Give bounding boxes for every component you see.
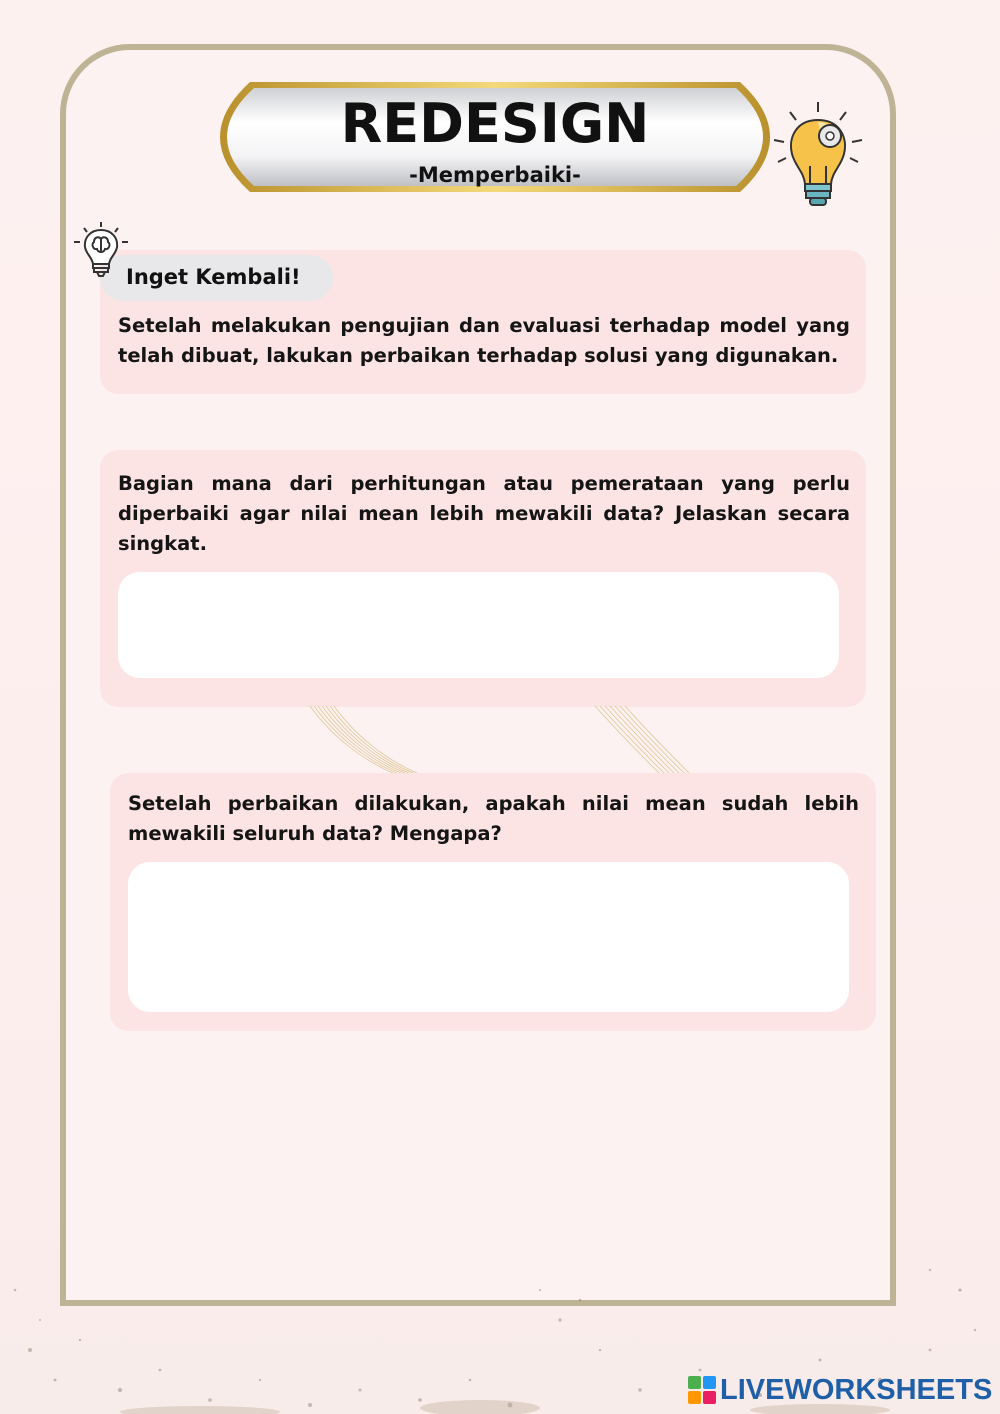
page-title: REDESIGN <box>340 92 650 155</box>
question-2-text: Setelah perbaikan dilakukan, apakah nilai mean sudah lebih mewakili seluruh data? Mengapa? <box>128 792 859 845</box>
page-subtitle: -Memperbaiki- <box>409 163 581 187</box>
liveworksheets-logo-icon <box>688 1376 716 1404</box>
question-1-text: Bagian mana dari perhitungan atau pemerataan yang perlu diperbaiki agar nilai mean lebih mewakili data? Jelaskan secara singkat. <box>118 472 850 555</box>
liveworksheets-text: LIVEWORKSHEETS <box>720 1373 993 1406</box>
answer-field-1[interactable] <box>118 572 839 678</box>
lightbulb-gear-icon <box>768 100 868 215</box>
decorative-swirl <box>300 704 720 776</box>
reminder-label: Inget Kembali! <box>126 265 301 289</box>
reminder-text: Setelah melakukan pengujian dan evaluasi terhadap model yang telah dibuat, lakukan perbaikan terhadap solusi yang digunakan. <box>118 314 850 367</box>
liveworksheets-brand <box>688 1372 992 1408</box>
brain-lightbulb-icon <box>72 220 130 280</box>
answer-field-2[interactable] <box>128 862 849 1012</box>
